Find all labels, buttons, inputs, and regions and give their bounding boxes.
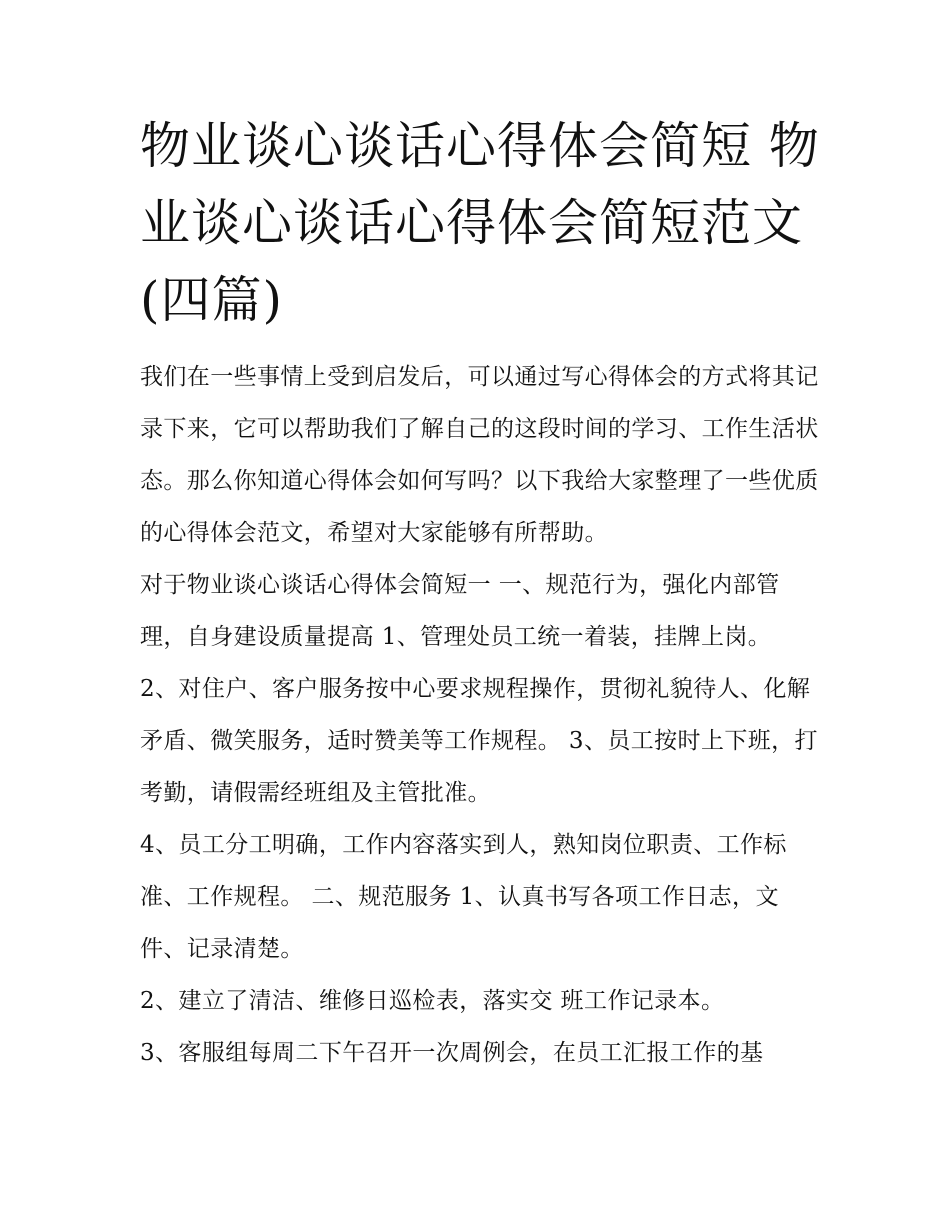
paragraph-service-3: 3、客服组每周二下午召开一次周例会，在员工汇报工作的基 (140, 1040, 764, 1066)
document-body (140, 351, 820, 1079)
document-title: 物业谈心谈话心得体会简短 物业谈心谈话心得体会简短范文(四篇) (140, 117, 820, 329)
paragraph-item-2: 2、对住户、客户服务按中心要求规程操作，贯彻礼貌待人、化解矛盾、微笑服务，适时赞美等工作规程。 3、员工按时上下班，打考勤，请假需经班组及主管批准。 (140, 676, 818, 806)
paragraph-intro: 我们在一些事情上受到启发后，可以通过写心得体会的方式将其记录下来，它可以帮助我们了解自己的这段时间的学习、工作生活状态。那么你知道心得体会如何写吗？以下我给大家整理了一些优质的心得体会范文，希望对大家能够有所帮助。 (140, 364, 819, 546)
paragraph-item-4: 4、员工分工明确，工作内容落实到人，熟知岗位职责、工作标准、工作规程。 二、规范服务 1、认真书写各项工作日志，文件、记录清楚。 (140, 832, 787, 962)
paragraph-section-one: 对于物业谈心谈话心得体会简短一 一、规范行为，强化内部管理，自身建设质量提高 1、管理处员工统一着装，挂牌上岗。 (140, 572, 780, 650)
paragraph-service-2: 2、建立了清洁、维修日巡检表，落实交 班工作记录本。 (140, 988, 725, 1014)
